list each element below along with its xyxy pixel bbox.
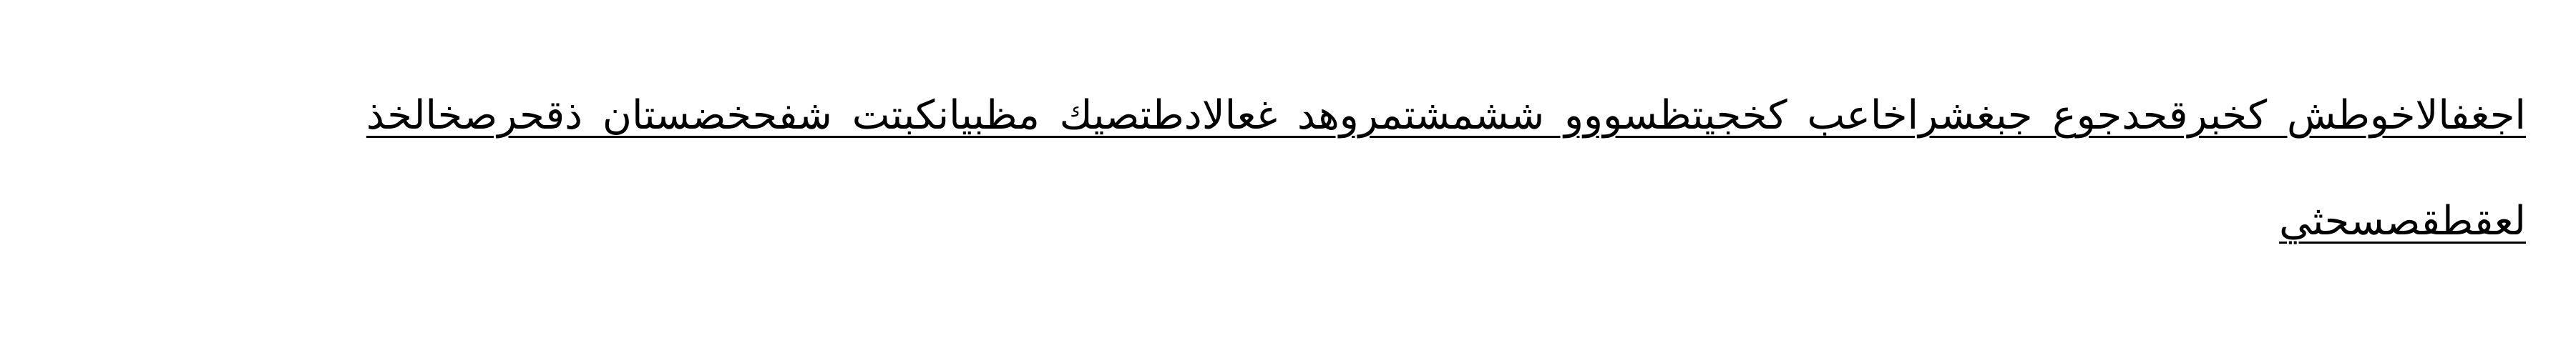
text-block <box>308 63 2526 274</box>
arabic-paragraph: اجغفالاخوطش كخبرقحدجوع جبغشراخاعب كخجيتظسووو ششمشتمروهد غعالادطتصيك مظبيانكبتت شفحخضستان ذقحرصخالخذ لعقطقصسحثي <box>366 92 2526 244</box>
